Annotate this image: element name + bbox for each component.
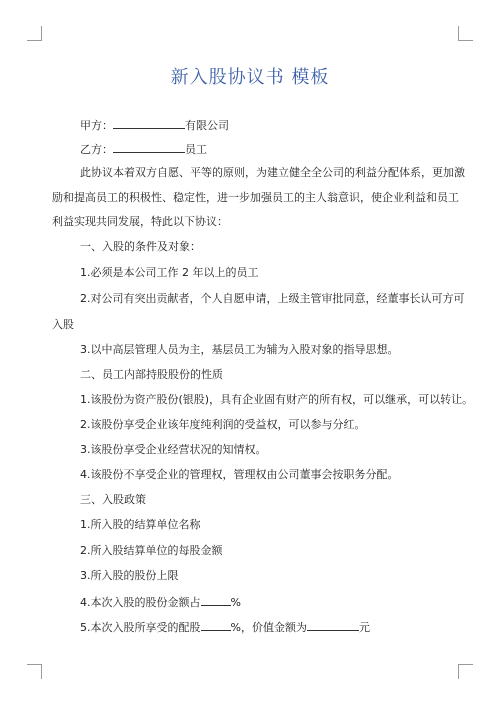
section-3-item-5 bbox=[80, 619, 480, 635]
item-5-prefix: 5.本次入股所享受的配股 bbox=[80, 621, 201, 634]
section-1-heading: 一、入股的条件及对象： bbox=[80, 240, 201, 253]
party-b-line bbox=[80, 141, 480, 157]
party-a-suffix: 有限公司 bbox=[185, 119, 229, 132]
item-4-percent-blank[interactable] bbox=[201, 594, 231, 606]
section-3-item-3: 3.所入股的股份上限 bbox=[80, 569, 179, 582]
section-1-item-2: 2.对公司有突出贡献者，个人自愿申请，上级主管审批同意，经董事长认可方可 bbox=[80, 292, 465, 305]
party-a-label: 甲方： bbox=[80, 119, 113, 132]
party-a-line bbox=[80, 117, 480, 133]
section-3-item-2: 2.所入股结算单位的每股金额 bbox=[80, 544, 223, 557]
section-1-item-2-cont: 入股 bbox=[52, 318, 74, 331]
intro-line-2: 励和提高员工的积极性、稳定性，进一步加强员工的主人翁意识，使企业利益和员工 bbox=[52, 191, 459, 204]
section-1-item-1: 1.必须是本公司工作 2 年以上的员工 bbox=[80, 266, 259, 279]
crop-mark-bottom-left bbox=[27, 664, 42, 679]
section-3-item-1: 1.所入股的结算单位名称 bbox=[80, 518, 201, 531]
crop-mark-bottom-right bbox=[458, 664, 473, 679]
intro-line-1: 此协议本着双方自愿、平等的原则，为建立健全全公司的利益分配体系，更加激 bbox=[80, 166, 465, 179]
document-title: 新入股协议书 模板 bbox=[170, 67, 330, 88]
section-1-item-3: 3.以中高层管理人员为主，基层员工为辅为入股对象的指导思想。 bbox=[80, 343, 399, 356]
section-3-heading: 三、入股政策 bbox=[80, 493, 146, 506]
intro-line-3: 利益实现共同发展，特此以下协议： bbox=[52, 215, 228, 228]
section-2-item-1: 1.该股份为资产股份(银股)，具有企业固有财产的所有权，可以继承，可以转让。 bbox=[80, 393, 474, 406]
party-b-blank[interactable] bbox=[113, 141, 185, 153]
section-3-item-4 bbox=[80, 594, 480, 610]
party-a-blank[interactable] bbox=[113, 117, 185, 129]
item-4-prefix: 4.本次入股的股份金额占 bbox=[80, 596, 201, 609]
item-5-value-blank[interactable] bbox=[307, 619, 359, 631]
crop-mark-top-left bbox=[27, 26, 42, 41]
section-2-heading: 二、员工内部持股股份的性质 bbox=[80, 368, 223, 381]
item-5-suffix: 元 bbox=[358, 621, 370, 634]
section-2-item-3: 3.该股份享受企业经营状况的知情权。 bbox=[80, 443, 267, 456]
item-5-percent-blank[interactable] bbox=[201, 619, 231, 631]
crop-mark-top-right bbox=[458, 26, 473, 41]
item-5-middle: %，价值金额为 bbox=[230, 621, 307, 634]
party-b-label: 乙方： bbox=[80, 143, 113, 156]
item-4-suffix: % bbox=[230, 596, 241, 609]
section-2-item-4: 4.该股份不享受企业的管理权，管理权由公司董事会按职务分配。 bbox=[80, 468, 399, 481]
section-2-item-2: 2.该股份享受企业该年度纯利润的受益权，可以参与分红。 bbox=[80, 418, 366, 431]
party-b-suffix: 员工 bbox=[185, 143, 207, 156]
